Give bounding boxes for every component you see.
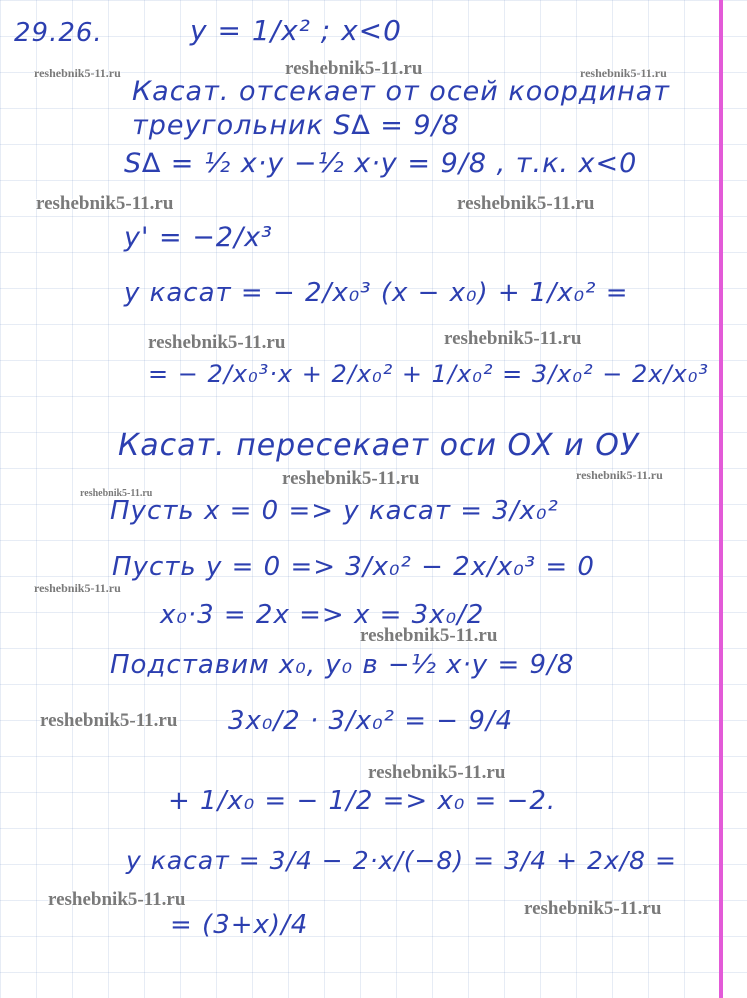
- handwritten-line-1: y = 1/x² ; x<0: [190, 14, 402, 47]
- watermark: reshebnik5-11.ru: [576, 468, 663, 482]
- watermark: reshebnik5-11.ru: [80, 488, 153, 499]
- handwritten-line-16: = (3+x)/4: [170, 910, 309, 940]
- handwritten-line-2: Касат. отсекает от осей координат: [132, 76, 671, 107]
- watermark: reshebnik5-11.ru: [34, 581, 121, 595]
- watermark: reshebnik5-11.ru: [34, 66, 121, 80]
- watermark: reshebnik5-11.ru: [148, 332, 286, 353]
- handwritten-line-9: Пусть x = 0 => y касат = 3/x₀²: [110, 496, 559, 526]
- handwritten-line-15: y касат = 3/4 − 2·x/(−8) = 3/4 + 2x/8 =: [126, 846, 677, 875]
- handwritten-line-4: S∆ = ½ x·y −½ x·y = 9/8 , т.к. x<0: [124, 148, 638, 179]
- watermark: reshebnik5-11.ru: [285, 58, 423, 79]
- problem-number: 29.26.: [14, 18, 103, 48]
- watermark: reshebnik5-11.ru: [444, 328, 582, 349]
- handwritten-line-7: = − 2/x₀³·x + 2/x₀² + 1/x₀² = 3/x₀² − 2x/x₀³: [148, 360, 709, 388]
- watermark: reshebnik5-11.ru: [368, 762, 506, 783]
- handwritten-line-11: x₀·3 = 2x => x = 3x₀/2: [160, 600, 485, 630]
- handwritten-line-5: y' = −2/x³: [124, 222, 273, 253]
- handwritten-line-14: + 1/x₀ = − 1/2 => x₀ = −2.: [168, 786, 557, 816]
- handwritten-line-12: Подставим x₀, y₀ в −½ x·y = 9/8: [110, 650, 575, 680]
- handwritten-line-3: треугольник S∆ = 9/8: [132, 110, 460, 141]
- watermark: reshebnik5-11.ru: [48, 889, 186, 910]
- watermark: reshebnik5-11.ru: [457, 193, 595, 214]
- handwritten-line-8: Касат. пересекает оси ОХ и ОУ: [118, 428, 640, 463]
- margin-line: [719, 0, 723, 998]
- watermark: reshebnik5-11.ru: [40, 710, 178, 731]
- watermark: reshebnik5-11.ru: [360, 625, 498, 646]
- handwritten-line-13: 3x₀/2 · 3/x₀² = − 9/4: [228, 706, 514, 736]
- watermark: reshebnik5-11.ru: [524, 898, 662, 919]
- handwritten-line-6: y касат = − 2/x₀³ (x − x₀) + 1/x₀² =: [124, 278, 629, 308]
- watermark: reshebnik5-11.ru: [36, 193, 174, 214]
- watermark: reshebnik5-11.ru: [282, 468, 420, 489]
- watermark: reshebnik5-11.ru: [580, 66, 667, 80]
- handwritten-line-10: Пусть y = 0 => 3/x₀² − 2x/x₀³ = 0: [112, 552, 595, 582]
